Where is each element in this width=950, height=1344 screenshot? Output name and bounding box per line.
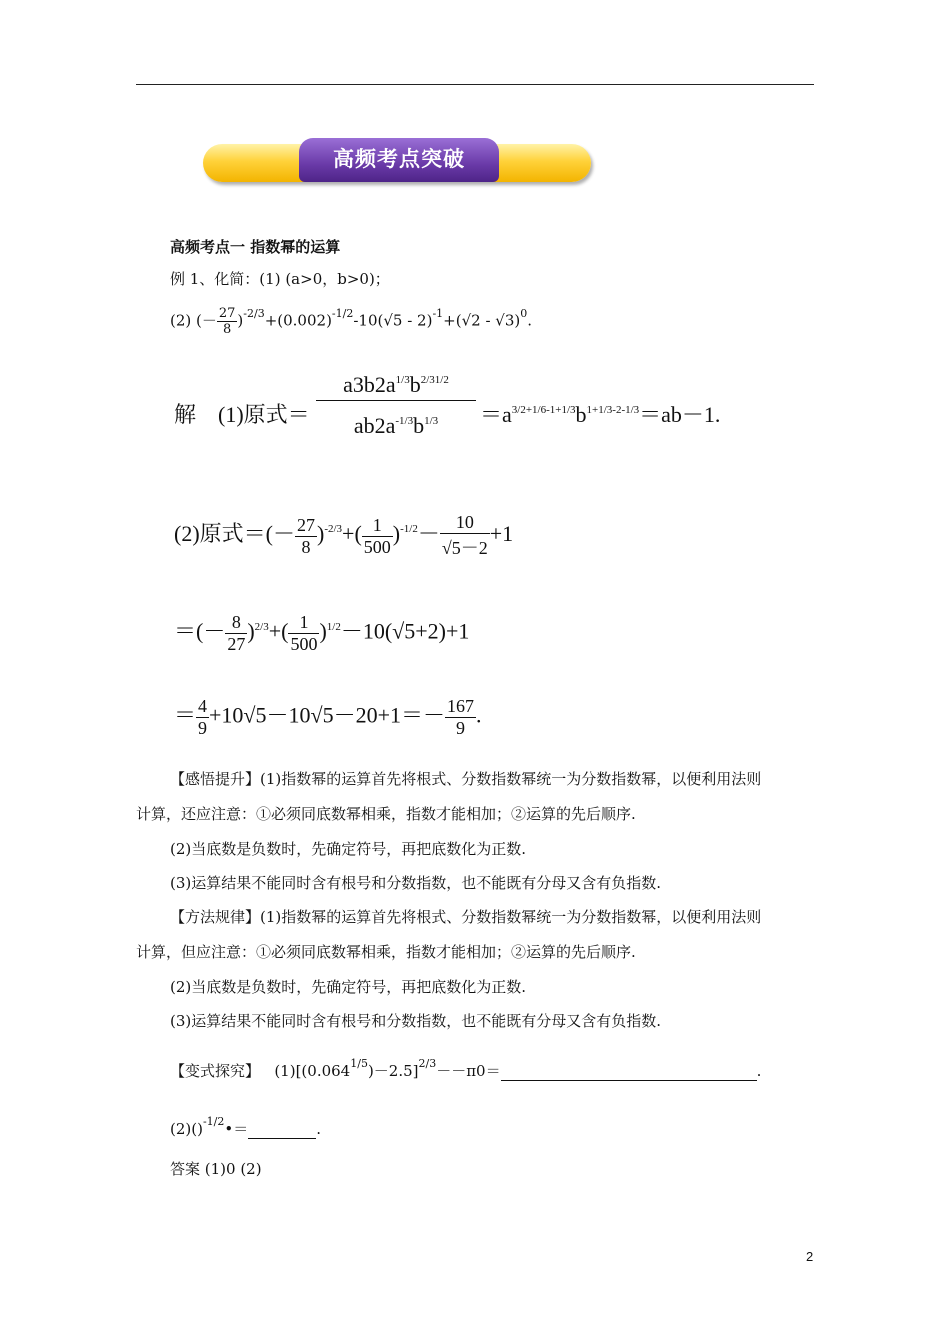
insight-line-2: 计算，还应注意：①必须同底数幂相乘，指数才能相加；②运算的先后顺序. xyxy=(136,805,636,823)
variant-question-1: 【变式探究】 $(1)[(0.064^{1/5})-2.5]^{2/3}--\pi 0=$ . xyxy=(170,1057,762,1080)
variant-question-2: (2)()$^{-1/2}$•＝ . xyxy=(170,1115,322,1138)
insight-line-1: 【感悟提升】(1)指数幂的运算首先将根式、分数指数幂统一为分数指数幂，以便利用法则 xyxy=(170,770,762,788)
answer-line: 答案 (1)0 (2) xyxy=(170,1160,262,1178)
method-line-4: (3)运算结果不能同时含有根号和分数指数，也不能既有分母又含有负指数. xyxy=(170,1012,662,1030)
section-heading: 高频考点一 指数幂的运算 xyxy=(170,238,341,256)
insight-line-4: (3)运算结果不能同时含有根号和分数指数，也不能既有分母又含有负指数. xyxy=(170,874,662,892)
example-line-2: (2) (－ $\frac{27}{8}$ )$^{-2/3}+(0.002)^{-1/2}-10(√5 - 2)^{-1}+(√2 - √3)^0$. xyxy=(170,306,533,337)
example-line-1: 例 1、化简：(1) (a>0，b>0)； xyxy=(170,270,390,288)
answer-blank-1 xyxy=(501,1062,757,1081)
method-line-3: (2)当底数是负数时，先确定符号，再把底数化为正数. xyxy=(170,978,527,996)
solution-2-line-3: ＝ $\frac{4}{9}$ +10√5－10√5－20+1＝－ $\frac{167}{9}$ . xyxy=(174,696,482,738)
header-rule xyxy=(136,84,814,85)
page-number: 2 xyxy=(806,1249,814,1264)
insight-line-3: (2)当底数是负数时，先确定符号，再把底数化为正数. xyxy=(170,840,527,858)
solution-2-line-2: ＝(－ $\frac{8}{27}$ )$^{2/3}$+( $\frac{1}{500}$ )$^{1/2}$－10(√5+2)+1 xyxy=(174,612,470,654)
answer-blank-2 xyxy=(248,1120,316,1139)
banner-title: 高频考点突破 xyxy=(333,147,465,171)
solution-1-rhs: $=a^{3/2+1/6-1+1/3}b^{1+1/3-2-1/3}=ab-1$. xyxy=(480,402,721,427)
solution-1-fraction: $a3b2a^{1/3}b^{2/31/2}$ $ab2a^{-1/3}b^{1/3}$ xyxy=(316,372,476,439)
solution-2-line-1: (2)原式＝(－ $\frac{27}{8}$ )$^{-2/3}$+( $\frac{1}{500}$ )$^{-1/2}$－ $\frac{10}{√5-2}$ +1 xyxy=(174,512,514,558)
method-line-1: 【方法规律】(1)指数幂的运算首先将根式、分数指数幂统一为分数指数幂，以便利用法则 xyxy=(170,908,762,926)
method-line-2: 计算，但应注意：①必须同底数幂相乘，指数才能相加；②运算的先后顺序. xyxy=(136,943,636,961)
solution-label: 解 xyxy=(174,402,197,427)
section-banner xyxy=(203,138,591,186)
solution-1-prefix: (1)原式＝ xyxy=(218,402,310,427)
